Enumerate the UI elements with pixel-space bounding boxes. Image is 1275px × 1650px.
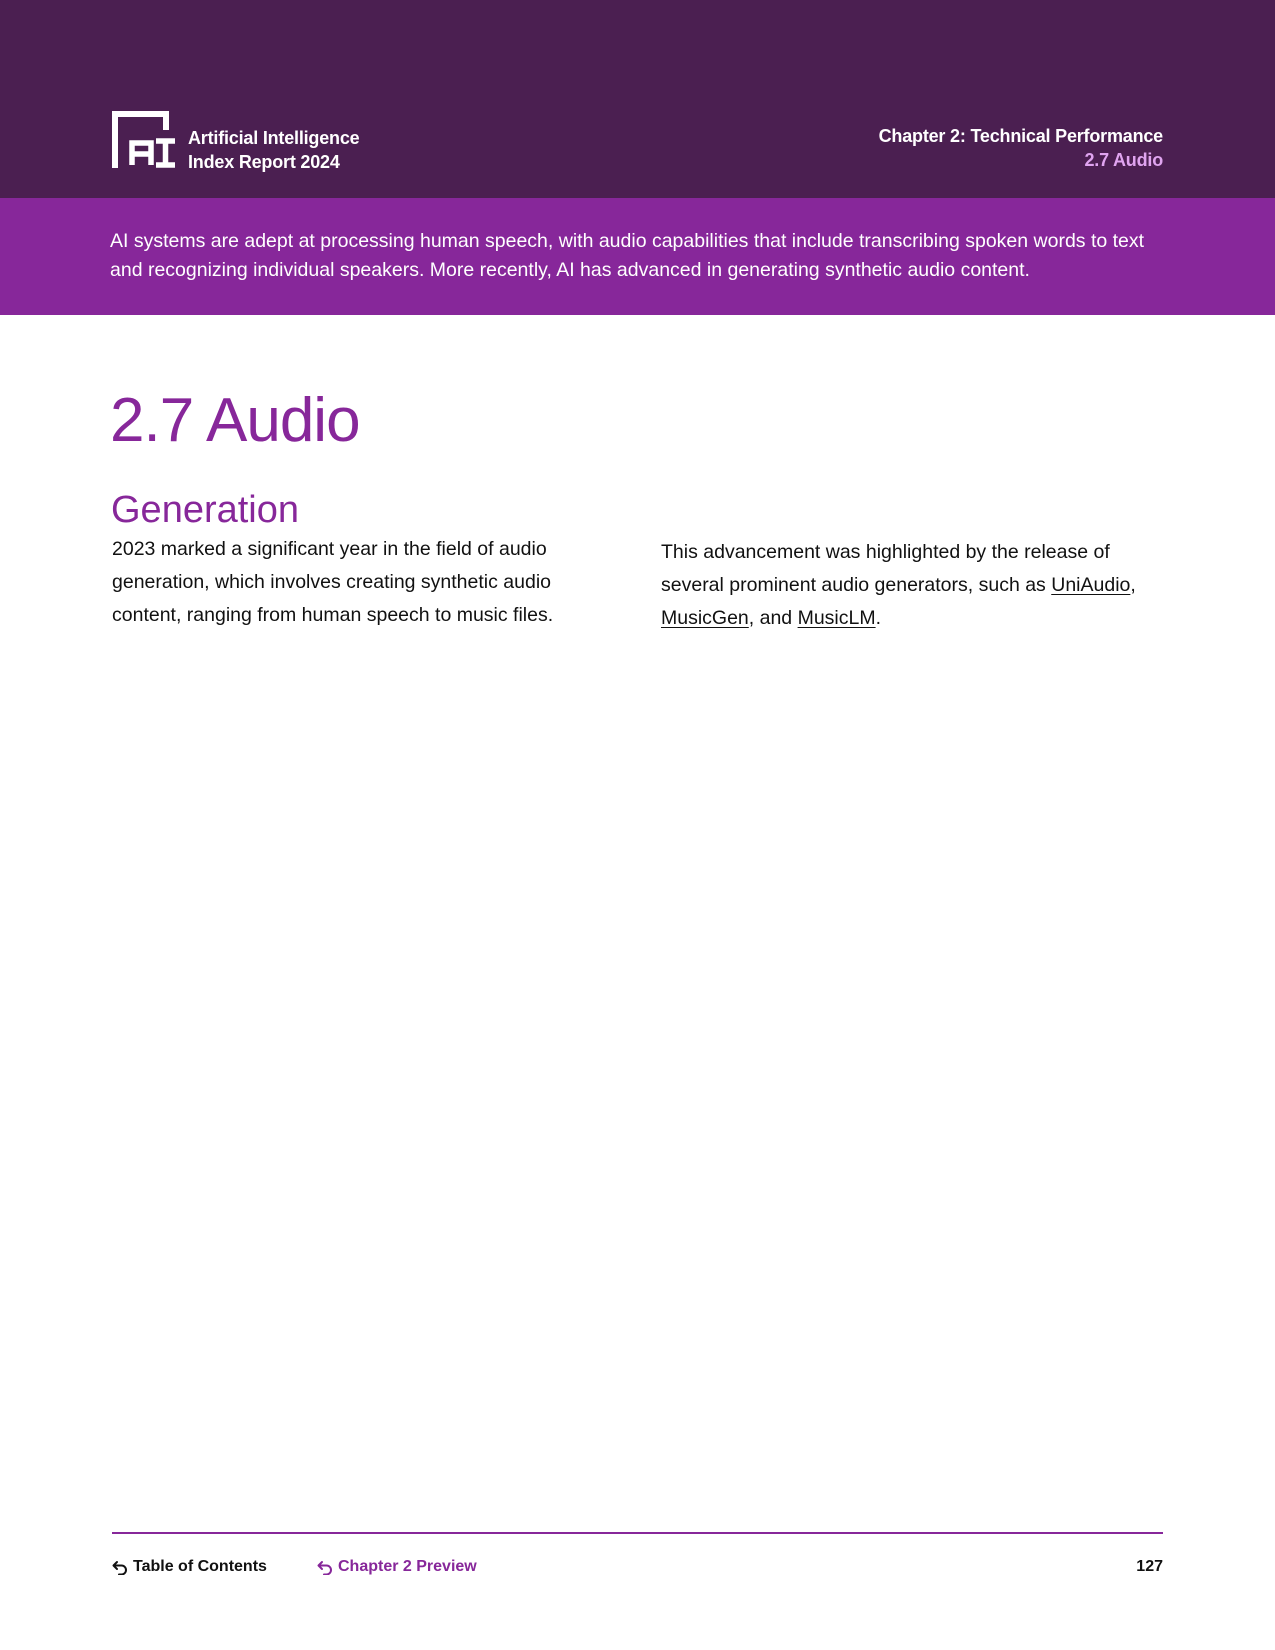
page-number: 127: [1136, 1558, 1163, 1575]
page-title: 2.7 Audio: [110, 386, 360, 455]
return-arrow-icon: [317, 1559, 333, 1575]
table-of-contents-link[interactable]: [112, 1556, 267, 1578]
brand-line-2: Index Report 2024: [188, 152, 340, 172]
intro-text: AI systems are adept at processing human speech, with audio capabilities that include transcribing spoken words to text and recognizing individual speakers. More recently, AI has advanced in generating synthetic audio content.: [110, 230, 1145, 281]
musiclm-link[interactable]: MusicLM: [797, 607, 876, 629]
chapter-preview-label: Chapter 2 Preview: [338, 1558, 477, 1575]
return-arrow-icon: [112, 1559, 128, 1575]
footer-divider: [112, 1532, 1163, 1534]
ai-index-logo-icon: [112, 111, 176, 168]
separator-1: ,: [1130, 574, 1136, 596]
chapter-title: Chapter 2: Technical Performance: [878, 126, 1163, 146]
table-of-contents-label: Table of Contents: [133, 1558, 267, 1575]
right-paragraph-suffix: .: [875, 607, 882, 629]
chapter-preview-link[interactable]: [317, 1556, 477, 1578]
musicgen-link[interactable]: MusicGen: [661, 607, 749, 629]
separator-2: , and: [748, 607, 798, 629]
section-heading: Generation: [111, 489, 300, 531]
chapter-header: [879, 124, 1163, 172]
brand-line-1: Artificial Intelligence: [188, 128, 360, 148]
report-brand: [188, 126, 359, 174]
section-label: 2.7 Audio: [1084, 150, 1163, 170]
left-paragraph: 2023 marked a significant year in the field of audio generation, which involves creating synthetic audio content, ranging from human speech to music files.: [112, 538, 554, 626]
right-paragraph-prefix: This advancement was highlighted by the release of several prominent audio generators, such as: [661, 541, 1110, 596]
right-paragraph: [661, 536, 1141, 635]
uniaudio-link[interactable]: UniAudio: [1051, 574, 1131, 596]
